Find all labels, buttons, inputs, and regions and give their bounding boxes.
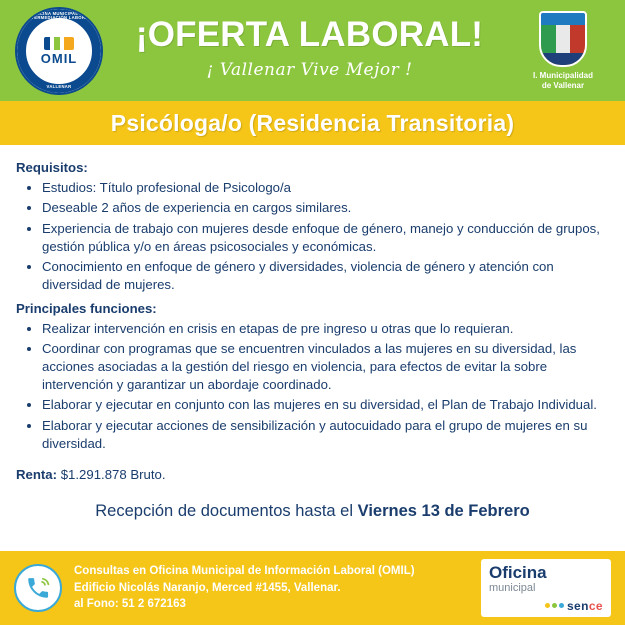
footer-contact xyxy=(74,563,481,613)
poster-footer xyxy=(0,551,625,625)
omil-ring-top-label: OFICINA MUNICIPAL DE INTERMEDIACIÓN LABORAL xyxy=(26,10,92,20)
header-center xyxy=(112,17,507,84)
omil-logo xyxy=(6,7,112,95)
omil-badge-inner xyxy=(28,20,90,82)
list-item: • Coordinar con programas que se encuentren vinculados a las mujeres en su diversidad, las acciones asociadas a la gestión del riesgo en violencia, para efectos de evitar la sobre intervención y garantizar un abordaje coordinado. xyxy=(42,340,609,393)
omil-name: OMIL xyxy=(40,50,78,66)
list-item: • Estudios: Título profesional de Psicologo/a xyxy=(42,179,609,197)
footer-line-2: Edificio Nicolás Naranjo, Merced #1455, Vallenar. xyxy=(74,581,341,594)
salary-value: $1.291.878 Bruto. xyxy=(60,467,166,483)
poster-body xyxy=(0,145,625,551)
sence-wordmark xyxy=(567,599,603,613)
footer-line-3: al Fono: 51 2 672163 xyxy=(74,598,186,611)
oficina-badge-line1: Oficina xyxy=(489,563,547,583)
municipality-line1: I. Municipalidad xyxy=(532,71,593,81)
list-item: • Realizar intervención en crisis en etapas de pre ingreso u otras que lo requieran. xyxy=(42,320,609,338)
requirements-label: Requisitos: xyxy=(16,160,88,175)
omil-ring-bottom-label: VALLENAR xyxy=(46,84,72,90)
requirements-list xyxy=(16,179,609,294)
list-item: • Experiencia de trabajo con mujeres desde enfoque de género, manejo y conducción de grupos, gestión pública y/o en áreas psicosociales y económicas. xyxy=(42,220,609,255)
poster-header xyxy=(0,0,625,101)
oficina-badge-line2: municipal xyxy=(489,582,536,595)
sence-logo xyxy=(489,599,603,613)
deadline-prefix: Recepción de documentos hasta el xyxy=(95,502,358,520)
municipality-logo xyxy=(507,11,619,89)
deadline-date: Viernes 13 de Febrero xyxy=(357,502,530,520)
omil-stripes-icon xyxy=(44,37,74,50)
municipality-label xyxy=(533,71,593,89)
sence-dots-icon xyxy=(545,603,564,608)
sence-accent-text: ce xyxy=(588,598,603,613)
municipality-shield-icon xyxy=(539,11,587,67)
municipality-line2: de Vallenar xyxy=(541,80,585,90)
salary-label: Renta: xyxy=(16,467,58,483)
poster-slogan: ¡ Vallenar Vive Mejor ! xyxy=(206,59,413,80)
footer-line-1: Consultas en Oficina Municipal de Información Laboral (OMIL) xyxy=(74,564,415,577)
job-title-bar xyxy=(0,101,625,145)
job-title: Psicóloga/o (Residencia Transitoria) xyxy=(110,109,515,136)
salary-row xyxy=(16,466,609,484)
list-item: • Deseable 2 años de experiencia en cargos similares. xyxy=(42,199,609,217)
functions-label: Principales funciones: xyxy=(16,300,157,316)
phone-icon xyxy=(14,564,62,612)
functions-list xyxy=(16,320,609,453)
poster-title: ¡OFERTA LABORAL! xyxy=(135,15,484,55)
list-item: • Elaborar y ejecutar en conjunto con las mujeres en su diversidad, el Plan de Trabajo Individual. xyxy=(42,396,609,414)
deadline-row xyxy=(16,500,609,522)
sence-text: sen xyxy=(566,598,589,613)
oficina-municipal-badge xyxy=(481,559,611,616)
list-item: • Elaborar y ejecutar acciones de sensibilización y autocuidado para el grupo de mujeres en su diversidad. xyxy=(42,417,609,452)
list-item: • Conocimiento en enfoque de género y diversidades, violencia de género y atención con diversidad de mujeres. xyxy=(42,258,609,293)
omil-badge xyxy=(15,7,103,95)
